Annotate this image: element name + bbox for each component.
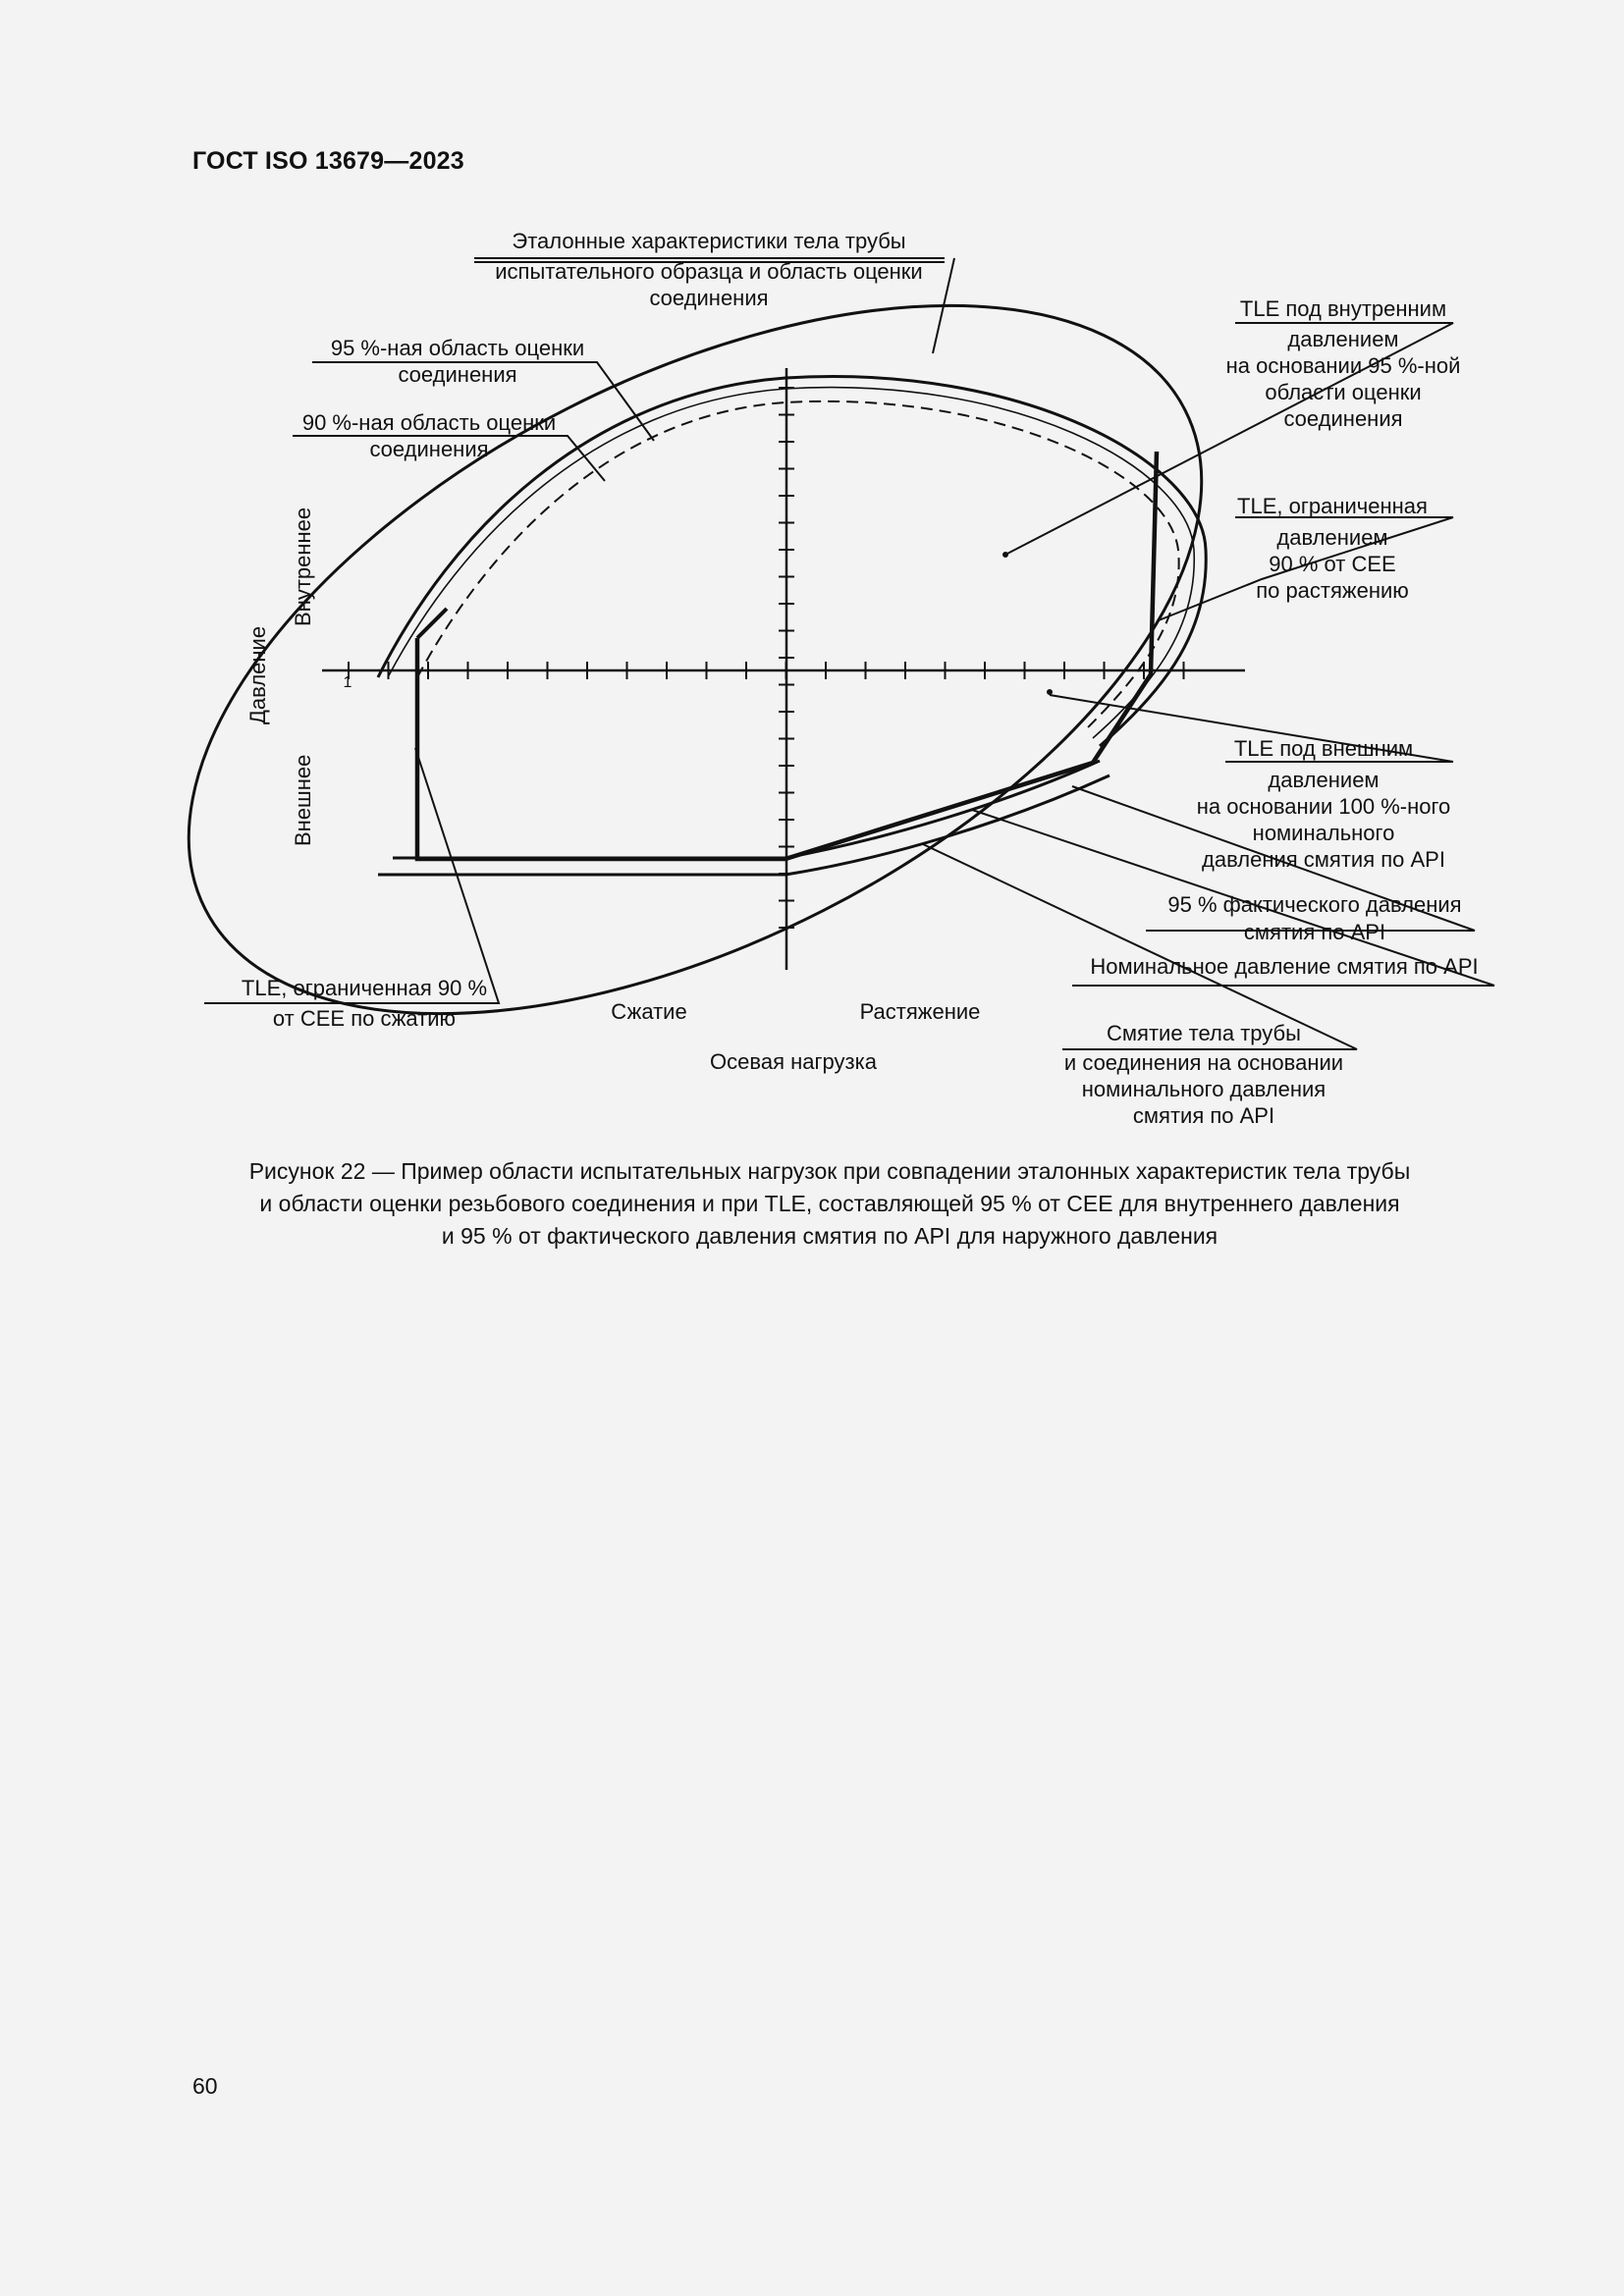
callout-tle-external-line2: давлением [1268, 768, 1380, 792]
callout-reference-body [495, 229, 922, 310]
callout-tle-tension-line1: TLE, ограниченная [1237, 494, 1428, 518]
tle-external-point [1047, 689, 1053, 695]
callout-tle-external-line4: номинального [1252, 821, 1395, 845]
axis-label-pressure: Давление [245, 625, 270, 724]
callout-tle-tension-line3: 90 % от CEE [1269, 552, 1396, 576]
caption-line-1: Рисунок 22 — Пример области испытательных нагрузок при совпадении эталонных характеристик тела трубы [248, 1158, 1411, 1184]
callout-tle-tension-line4: по растяжению [1256, 578, 1409, 603]
callout-area-95-line2: соединения [398, 362, 517, 387]
callout-tle-external [1197, 736, 1451, 872]
callout-tle-tension [1237, 494, 1428, 603]
tle-envelope-left-top [417, 609, 447, 638]
callout-reference-body-line2: испытательного образца и область оценки [495, 259, 923, 284]
callout-collapse-line3: номинального давления [1081, 1077, 1326, 1101]
callout-area-95-line1: 95 %-ная область оценки [330, 336, 585, 360]
area-90-dashed-curve [417, 401, 1179, 730]
callout-tle-external-line5: давления смятия по API [1202, 847, 1445, 872]
document-header: ГОСТ ISO 13679—2023 [192, 147, 464, 175]
callout-tle-external-line1: TLE под внешним [1233, 736, 1414, 761]
callout-collapse [1064, 1021, 1343, 1128]
callout-actual-95-line2: смятия по API [1243, 920, 1386, 944]
callout-tle-internal-line2: давлением [1287, 327, 1399, 351]
callout-collapse-line1: Смятие тела трубы [1107, 1021, 1301, 1045]
callout-actual-95 [1167, 892, 1461, 944]
callout-tle-internal-line1: TLE под внутренним [1239, 296, 1447, 321]
callout-tle-internal-line4: области оценки [1265, 380, 1422, 404]
page-number: 60 [192, 2073, 218, 2099]
callout-tle-internal-line5: соединения [1283, 406, 1403, 431]
callout-nominal [1090, 954, 1478, 979]
tick-label-one: 1 [343, 674, 352, 691]
axis-label-external: Внешнее [291, 754, 315, 846]
callout-collapse-line4: смятия по API [1132, 1103, 1275, 1128]
callout-actual-95-line1: 95 % фактического давления [1167, 892, 1462, 917]
callout-area-90-line1: 90 %-ная область оценки [301, 410, 557, 435]
callout-tle-tension-line2: давлением [1276, 525, 1388, 550]
vertical-ticks [779, 388, 794, 928]
callout-collapse-line2: и соединения на основании [1063, 1050, 1344, 1075]
axis-label-internal: Внутреннее [291, 507, 315, 626]
axis-label-axial-load: Осевая нагрузка [710, 1049, 877, 1074]
axis-label-compression: Сжатие [611, 999, 687, 1024]
callout-nominal-line1: Номинальное давление смятия по API [1090, 954, 1479, 979]
callout-tle-external-line3: на основании 100 %-ного [1196, 794, 1451, 819]
figure-caption [177, 1155, 1483, 1253]
callout-reference-body-line3: соединения [649, 286, 769, 310]
caption-line-3: и 95 % от фактического давления смятия по API для наружного давления [441, 1223, 1218, 1249]
callout-reference-body-line1: Эталонные характеристики тела трубы [512, 229, 906, 253]
callout-tle-internal [1226, 296, 1461, 431]
collapse-curve-lower [785, 775, 1110, 875]
axis-label-tension: Растяжение [859, 999, 981, 1024]
callout-tle-compression-line1: TLE, ограниченная 90 % [241, 976, 488, 1000]
tle-internal-point [1002, 552, 1008, 558]
callout-tle-compression-line2: от CEE по сжатию [272, 1006, 457, 1031]
callout-tle-internal-line3: на основании 95 %-ной [1225, 353, 1461, 378]
caption-line-2: и области оценки резьбового соединения и при TLE, составляющей 95 % от CEE для внутреннего давления [259, 1191, 1400, 1216]
callout-area-90-line2: соединения [369, 437, 489, 461]
